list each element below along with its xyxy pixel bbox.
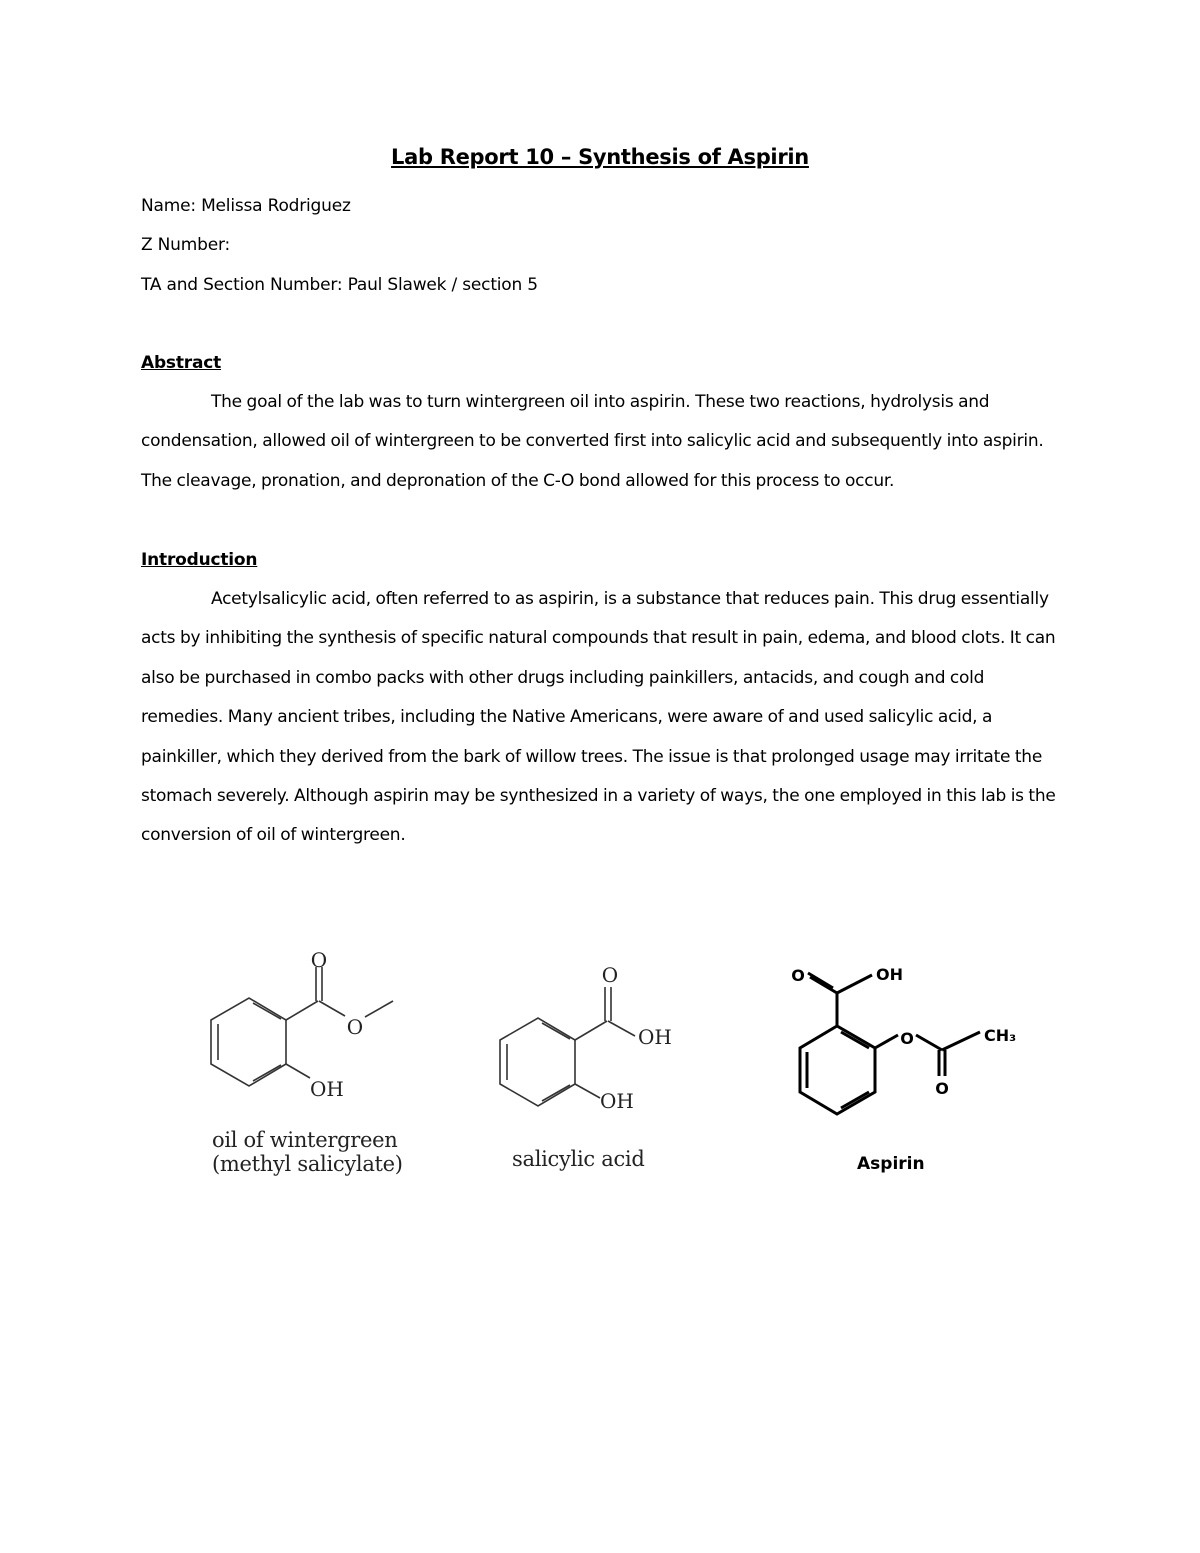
o-label: O	[791, 966, 805, 985]
o-label: O	[900, 1029, 914, 1048]
ch3-label: CH₃	[984, 1026, 1017, 1045]
methyl-salicylate-caption-line2: (methyl salicylate)	[212, 1152, 403, 1176]
o-label: O	[935, 1079, 949, 1098]
benzene-ring	[500, 1018, 575, 1106]
oh-label: OH	[638, 1025, 672, 1049]
introduction-paragraph: Acetylsalicylic acid, often referred to as aspirin, is a substance that reduces pain. This drug essentially acts by inhibiting the synthesis of specific natural compounds that result in pain, edema, and blood clots. It can also be purchased in combo packs with other drugs including painkillers, antacids, and cough and cold remedies. Many ancient tribes, including the Native Americans, were aware of and used salicylic acid, a painkiller, which they derived from the bark of willow trees. The issue is that prolonged usage may irritate the stomach severely. Although aspirin may be synthesized in a variety of ways, the one employed in this lab is the conversion of oil of wintergreen.	[141, 589, 1056, 846]
methyl-salicylate-caption-line1: oil of wintergreen	[212, 1128, 398, 1152]
aspirin-caption: Aspirin	[857, 1154, 925, 1174]
oh-label: OH	[876, 965, 903, 984]
o-label: O	[310, 948, 328, 972]
abstract-heading: Abstract	[141, 353, 222, 373]
oh-label: OH	[600, 1089, 634, 1113]
structures-figure	[0, 940, 1200, 1200]
ta-section-line: TA and Section Number: Paul Slawek / section 5	[141, 275, 538, 295]
salicylic-acid-caption: salicylic acid	[512, 1147, 645, 1171]
z-number-line: Z Number:	[141, 235, 230, 255]
abstract-paragraph: The goal of the lab was to turn wintergreen oil into aspirin. These two reactions, hydrolysis and condensation, allowed oil of wintergreen to be converted first into salicylic acid and subsequently into aspirin. The cleavage, pronation, and depronation of the C-O bond allowed for this process to occur.	[141, 392, 1044, 491]
benzene-ring	[800, 1026, 875, 1114]
oh-label: OH	[310, 1077, 344, 1101]
o-label: O	[346, 1015, 364, 1039]
introduction-heading: Introduction	[141, 550, 258, 570]
o-label: O	[601, 963, 619, 987]
benzene-ring	[211, 998, 286, 1086]
page-title: Lab Report 10 – Synthesis of Aspirin	[391, 145, 809, 169]
name-line: Name: Melissa Rodriguez	[141, 196, 351, 216]
